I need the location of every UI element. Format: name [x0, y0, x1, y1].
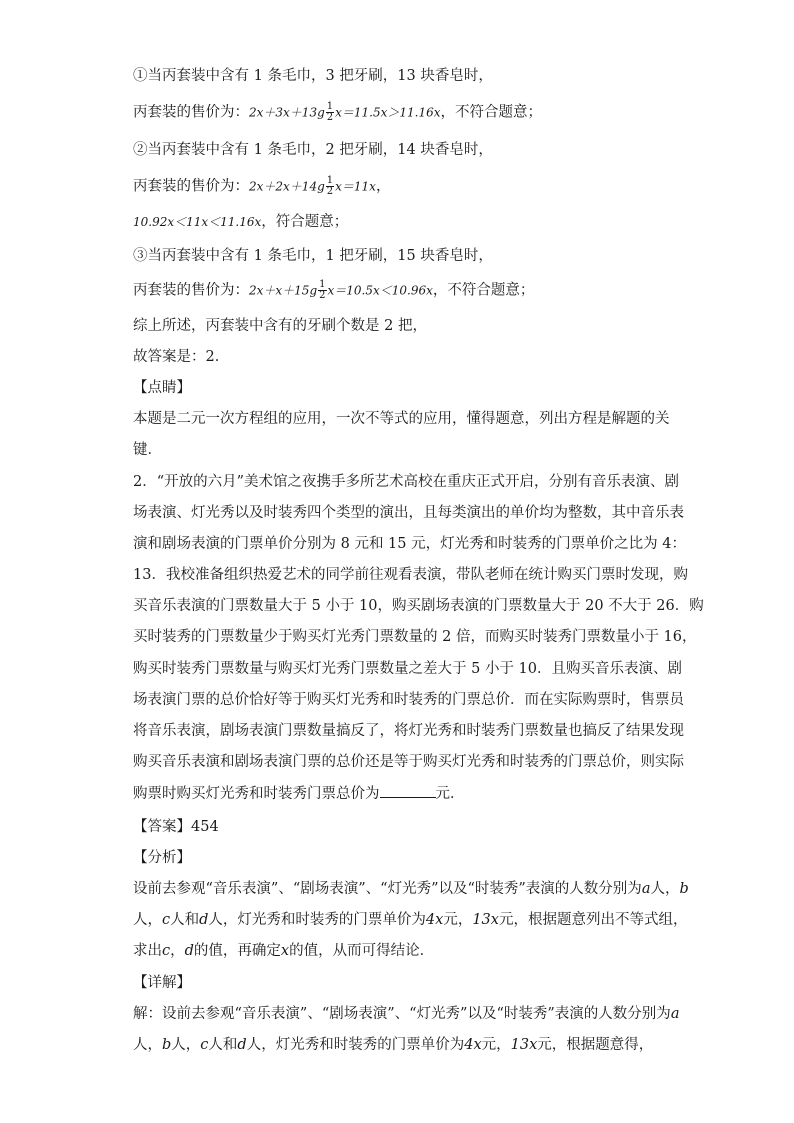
fraction-numerator: 1 [319, 279, 326, 290]
variable: b [679, 881, 689, 897]
conclusion-text: ， [375, 178, 391, 195]
conclusion-text: ，符合题意； [261, 214, 349, 230]
comment-heading: 【点睛】 [133, 380, 191, 396]
variable: 4x [425, 912, 444, 928]
variable: a [641, 881, 651, 897]
analysis-text: 的值，再确定 [193, 943, 281, 959]
analysis-line [133, 910, 687, 930]
variable: c [200, 1037, 209, 1053]
analysis-text: 人和 [170, 912, 200, 928]
detail-text: 人， [171, 1037, 201, 1053]
answer-heading: 【答案】454 [133, 819, 219, 835]
variable: d [199, 912, 209, 928]
analysis-line [133, 941, 434, 961]
price-label: 丙套装的售价为： [133, 178, 249, 195]
detail-text: 人和 [208, 1037, 238, 1053]
question-text: 买音乐表演的门票数量大于 5 小于 10，购买剧场表演的门票数量大于 20 不大于 26．购 [133, 598, 704, 614]
analysis-text: 元， [443, 912, 473, 928]
formula-part: 2x＋2x＋14g [249, 179, 325, 194]
analysis-line [133, 879, 689, 899]
fraction-denominator: 2 [326, 186, 334, 197]
text-line [133, 409, 670, 429]
question-line [133, 534, 686, 554]
formula-part: x＝10.5x＜10.96x [327, 283, 433, 298]
question-text: 买时装秀的门票数量少于购买灯光秀门票数量的 2 倍，而购买时装秀门票数量小于 16， [133, 629, 697, 645]
text-line [133, 280, 534, 301]
detail-heading: 【详解】 [133, 975, 191, 991]
variable: 13x [472, 912, 499, 928]
question-text: 2．“开放的六月”美术馆之夜携手多所艺术高校在重庆正式开启，分别有音乐表演、剧 [133, 474, 680, 490]
analysis-text: 的值，从而可得结论． [289, 943, 435, 959]
inequality: 10.92x＜11x＜11.16x [133, 215, 262, 229]
analysis-text: 人， [133, 912, 162, 928]
question-text: 购票时购买灯光秀和时装秀门票总价为 [133, 786, 380, 802]
variable: d [184, 943, 194, 959]
text-line [133, 316, 427, 336]
variable: c [162, 912, 171, 928]
fraction-denominator: 2 [319, 290, 326, 301]
section-heading [133, 973, 191, 993]
analysis-text: 求出 [133, 943, 162, 959]
variable: d [237, 1037, 247, 1053]
question-text: 将音乐表演，剧场表演门票数量搞反了，将灯光秀和时装秀门票数量也搞反了结果发现 [133, 723, 684, 739]
case-2-text: ②当丙套装中含有 1 条毛巾，2 把牙刷，14 块香皂时， [133, 142, 493, 158]
formula-part: x＝11x [335, 179, 376, 194]
question-text: 购买时装秀门票数量与购买灯光秀门票数量之差大于 5 小于 10．且购买音乐表演、剧 [133, 661, 683, 677]
variable: 13x [510, 1037, 538, 1053]
answer-blank [380, 783, 436, 798]
question-line [133, 659, 682, 679]
text-line [133, 212, 348, 232]
fraction [318, 280, 326, 301]
conclusion-text: ，不符合题意； [440, 104, 543, 121]
variable: 4x [464, 1037, 482, 1053]
question-line [133, 783, 465, 804]
variable: c [162, 943, 171, 959]
detail-line [133, 1004, 679, 1024]
question-line [133, 565, 688, 585]
question-line [133, 596, 704, 616]
case-1-text: ①当丙套装中含有 1 条毛巾，3 把牙刷，13 块香皂时， [133, 68, 493, 84]
detail-text: 人，灯光秀和时装秀的门票单价为 [246, 1037, 465, 1053]
question-text: 场表演门票的总价恰好等于购买灯光秀和时装秀的门票总价．而在实际购票时，售票员 [133, 692, 684, 708]
fraction [326, 176, 334, 197]
analysis-text: 人，灯光秀和时装秀的门票单价为 [208, 912, 426, 928]
question-line [133, 627, 697, 647]
question-text: 购买音乐表演和剧场表演门票的总价还是等于购买灯光秀和时装秀的门票总价，则实际 [133, 754, 684, 770]
detail-text: 元， [481, 1037, 511, 1053]
text-line [133, 140, 493, 160]
detail-text: 人， [133, 1037, 162, 1053]
section-heading [133, 378, 191, 398]
summary-text: 综上所述，丙套装中含有的牙刷个数是 2 把， [133, 318, 427, 334]
question-line [133, 721, 684, 741]
price-label: 丙套装的售价为： [133, 104, 249, 121]
fraction-numerator: 1 [326, 175, 334, 186]
fraction-numerator: 1 [326, 101, 334, 112]
question-line [133, 472, 679, 492]
formula-part: 2x＋x＋15g [249, 283, 318, 298]
answer-text: 故答案是：2． [133, 349, 230, 365]
text-line [133, 246, 493, 266]
case-3-text: ③当丙套装中含有 1 条毛巾，1 把牙刷，15 块香皂时， [133, 248, 493, 264]
question-line [133, 752, 684, 772]
variable: x [280, 943, 290, 959]
analysis-text: 设前去参观“音乐表演”、“剧场表演”、“灯光秀”以及“时装秀”表演的人数分别为 [133, 881, 642, 897]
question-text: 场表演、灯光秀以及时装秀四个类型的演出，且每类演出的单价均为整数，其中音乐表 [133, 505, 684, 521]
question-line [133, 503, 684, 523]
variable: b [162, 1037, 172, 1053]
analysis-text: 人， [650, 881, 680, 897]
price-label: 丙套装的售价为： [133, 282, 249, 299]
conclusion-text: ，不符合题意； [432, 282, 535, 299]
text-line [133, 102, 542, 123]
formula-part: 2x＋3x＋13g [249, 105, 325, 120]
question-text: 13．我校准备组织热爱艺术的同学前往观看表演，带队老师在统计购买门票时发现，购 [133, 567, 688, 583]
detail-line [133, 1035, 653, 1055]
section-heading [133, 848, 191, 868]
text-line [133, 440, 162, 460]
comment-text: 本题是二元一次方程组的应用，一次不等式的应用，懂得题意，列出方程是解题的关 [133, 411, 670, 427]
variable: a [670, 1006, 680, 1022]
analysis-heading: 【分析】 [133, 850, 191, 866]
section-heading [133, 817, 219, 837]
question-text: 元． [435, 786, 465, 802]
question-line [133, 690, 684, 710]
text-line [133, 66, 493, 86]
formula-part: x＝11.5x＞11.16x [335, 105, 441, 120]
analysis-text: 元，根据题意列出不等式组， [498, 912, 688, 928]
detail-text: 元，根据题意得， [537, 1037, 654, 1053]
question-text: 演和剧场表演的门票单价分别为 8 元和 15 元，灯光秀和时装秀的门票单价之比为 4： [133, 536, 686, 552]
detail-text: 解：设前去参观“音乐表演”、“剧场表演”、“灯光秀”以及“时装秀”表演的人数分别为 [133, 1006, 671, 1022]
text-line [133, 347, 229, 367]
text-line [133, 176, 390, 197]
analysis-text: ， [170, 943, 185, 959]
fraction-denominator: 2 [326, 112, 334, 123]
fraction [326, 102, 334, 123]
comment-text: 键． [133, 442, 162, 458]
